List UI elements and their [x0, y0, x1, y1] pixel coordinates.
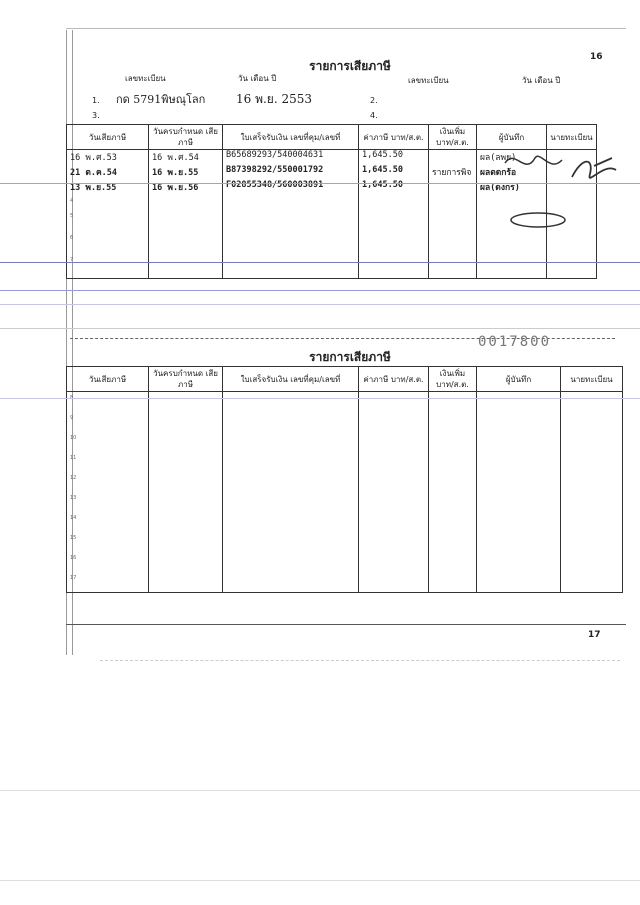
registrar-signature [564, 152, 624, 192]
row-number: 14 [70, 515, 77, 521]
row-number: 8 [70, 395, 74, 401]
table-row [67, 572, 623, 593]
cell-receipt: B65689293/540004631 [223, 150, 359, 166]
table-row [67, 432, 623, 452]
table-row [67, 254, 597, 279]
cell-extra: รายการพิจ [429, 165, 477, 180]
table-row [67, 392, 623, 413]
col-header-receipt: ใบเสร็จรับเงิน เลขที่คุม/เลขที่ [223, 367, 359, 392]
scan-line [0, 183, 640, 184]
row-number: 11 [70, 455, 77, 461]
cell-tax: 1,645.50 [359, 165, 429, 180]
cell-paid: 16 พ.ศ.53 [67, 150, 149, 166]
scan-line [0, 880, 640, 881]
row-number: 16 [70, 555, 77, 561]
row-number: 9 [70, 415, 74, 421]
reg-label-left: เลขทะเบียน [125, 74, 166, 83]
tax-table-bottom [66, 366, 623, 593]
faint-dashed-line [100, 660, 620, 661]
scan-line [0, 790, 640, 791]
cell-paid: 21 ต.ค.54 [67, 165, 149, 180]
scan-line [0, 304, 640, 305]
cell-tax: 1,645.50 [359, 150, 429, 166]
serial-number: 0017800 [478, 334, 552, 350]
entry-num-1: 1. [92, 96, 100, 105]
table-header [67, 367, 623, 392]
entry-num-4: 4. [370, 111, 378, 120]
col-header-due-date: วันครบกำหนด เสียภาษี [149, 125, 223, 150]
col-header-recorder: ผู้บันทึก [477, 367, 561, 392]
cell-recorder: ผล(ดงกร) [477, 180, 547, 195]
row-number: 4 [70, 198, 74, 204]
table-row [67, 512, 623, 532]
col-header-paid-date: วันเสียภาษี [67, 125, 149, 150]
col-header-registrar: นายทะเบียน [547, 125, 597, 150]
col-header-recorder: ผู้บันทึก [477, 125, 547, 150]
row-number: 5 [70, 213, 74, 219]
date-label-right: วัน เดือน ปี [522, 76, 561, 85]
cell-due: 16 พ.ศ.54 [149, 150, 223, 166]
table-row [67, 412, 623, 432]
cell-due: 16 พ.ย.55 [149, 165, 223, 180]
recorder-signature [500, 148, 570, 178]
col-header-registrar: นายทะเบียน [561, 367, 623, 392]
table-row [67, 532, 623, 552]
col-header-due-date: วันครบกำหนด เสียภาษี [149, 367, 223, 392]
cell-receipt: F02855348/560003891 [223, 180, 359, 195]
cell-paid: 13 พ.ย.55 [67, 180, 149, 195]
bottom-edge-line [66, 624, 626, 625]
col-header-extra: เงินเพิ่ม บาท/ส.ต. [429, 367, 477, 392]
scan-line [0, 328, 640, 329]
cell-extra [429, 150, 477, 166]
row-number: 10 [70, 435, 77, 441]
page-number-top: 16 [590, 52, 603, 62]
cell-recorder: ผลตดกร้อ [477, 165, 547, 180]
entry-date-1: 16 พ.ย. 2553 [236, 92, 313, 106]
row-number: 12 [70, 475, 77, 481]
cell-due: 16 พ.ย.56 [149, 180, 223, 195]
row-number: 15 [70, 535, 77, 541]
page-number-bottom: 17 [588, 630, 601, 640]
entry-reg-1: กด 5791พิษณุโลก [116, 93, 206, 106]
cell-tax: 1,645.50 [359, 180, 429, 195]
section-title-top: รายการเสียภาษี [309, 59, 391, 73]
row-number: 17 [70, 575, 77, 581]
col-header-receipt: ใบเสร็จรับเงิน เลขที่คุม/เลขที่ [223, 125, 359, 150]
top-edge-line [66, 28, 626, 29]
col-header-tax: ค่าภาษี บาท/ส.ต. [359, 367, 429, 392]
scan-line [0, 398, 640, 399]
col-header-extra: เงินเพิ่ม บาท/ส.ต. [429, 125, 477, 150]
table-row [67, 452, 623, 472]
row-number: 13 [70, 495, 77, 501]
row-number: 6 [70, 235, 74, 241]
scan-line [0, 290, 640, 291]
table-row [67, 195, 597, 210]
table-header [67, 125, 597, 150]
col-header-paid-date: วันเสียภาษี [67, 367, 149, 392]
col-header-tax: ค่าภาษี บาท/ส.ต. [359, 125, 429, 150]
entry-num-3: 3. [92, 111, 100, 120]
table-row [67, 472, 623, 492]
entry-num-2: 2. [370, 96, 378, 105]
date-label-left: วัน เดือน ปี [238, 74, 277, 83]
section-title-bottom: รายการเสียภาษี [309, 350, 391, 364]
cell-recorder: ผล(ลพย) [477, 150, 547, 166]
table-row [67, 552, 623, 572]
row-number: 7 [70, 257, 74, 263]
stamp-scribble [508, 210, 568, 230]
table-row [67, 492, 623, 512]
scan-line [0, 262, 640, 263]
cell-receipt: B87398292/550001792 [223, 165, 359, 180]
table-row [67, 232, 597, 254]
reg-label-right: เลขทะเบียน [408, 76, 449, 85]
